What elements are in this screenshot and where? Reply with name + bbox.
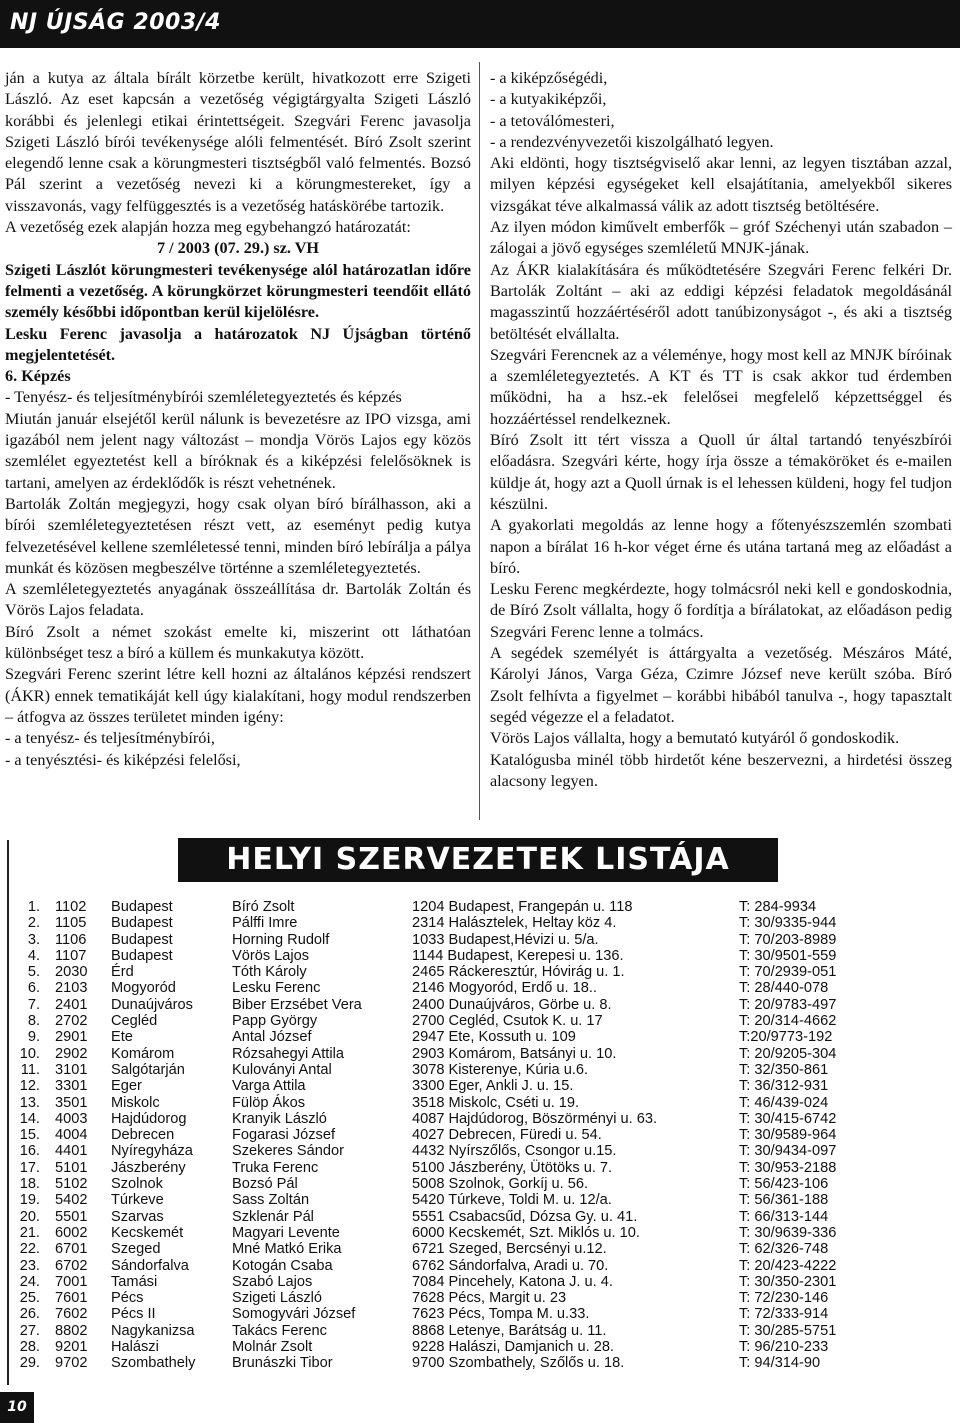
org-zip: 2702 [55,1013,88,1030]
org-city: Érd [111,964,134,981]
org-zip: 5101 [55,1159,88,1176]
org-zip: 2902 [55,1045,88,1062]
organization-list [0,899,960,1372]
org-address: 2947 Ete, Kossuth u. 109 [412,1029,576,1046]
org-phone: T: 30/9589-964 [739,1127,837,1144]
table-row [0,1111,960,1127]
org-zip: 2401 [55,996,88,1013]
paragraph: Miután január elsejétől kerül nálunk is bevezetésre az IPO vizsga, ami igazából nem jelent nagy változást – mondja Vörös Lajos egy közös szemlélet egyeztetést kell a bíróknak és a kiképzési felelősöknek is tartani, amelyen az érdeklődők is részt vehetnének. [5,409,471,492]
org-address: 5420 Túrkeve, Toldi M. u. 12/a. [412,1192,612,1209]
paragraph: A gyakorlati megoldás az lenne hogy a főtenyészszemlén szombati napon a bírálat 16 h-kor véget érne és utána tartaná meg az előadást a bíró. [490,516,952,577]
org-city: Budapest [111,899,173,915]
org-number: 15. [19,1127,40,1144]
org-city: Kecskemét [111,1224,184,1241]
org-zip: 9201 [55,1339,88,1356]
table-row [0,1241,960,1257]
paragraph: Bíró Zsolt a német szokást emelte ki, miszerint ott láthatóan különbséget tesz a bíró a küllem és munkakutya között. [5,622,471,663]
org-address: 3300 Eger, Ankli J. u. 15. [412,1078,574,1095]
org-contact: Szklenár Pál [232,1208,314,1225]
table-row [0,1029,960,1045]
paragraph: A vezetőség ezek alapján hozza meg egybehangzó határozatát: [5,218,411,237]
org-zip: 7602 [55,1306,88,1323]
table-row [0,915,960,931]
org-contact: Lesku Ferenc [232,980,321,997]
org-phone: T: 94/314-90 [739,1355,821,1372]
org-city: Salgótarján [111,1061,185,1078]
org-zip: 6701 [55,1241,88,1258]
org-phone: T: 66/313-144 [739,1208,829,1225]
org-zip: 1106 [55,931,87,948]
list-item: - a tetoválómesteri, [490,111,615,130]
org-contact: Biber Erzsébet Vera [232,996,362,1013]
table-row [0,1143,960,1159]
org-phone: T: 46/439-024 [739,1094,829,1111]
table-row [0,1274,960,1290]
org-city: Szombathely [111,1355,196,1372]
org-city: Nagykanizsa [111,1322,195,1339]
org-phone: T: 56/361-188 [739,1192,829,1209]
org-number: 1. [27,899,40,915]
org-address: 4027 Debrecen, Füredi u. 54. [412,1127,602,1144]
org-address: 2465 Ráckeresztúr, Hóvirág u. 1. [412,964,625,981]
org-zip: 1102 [55,899,87,915]
paragraph: Katalógusba minél több hirdetőt kéne beszervezni, a hirdetési összeg alacsony legyen. [490,750,952,790]
org-contact: Rózsahegyi Attila [232,1045,344,1062]
org-number: 24. [19,1273,40,1290]
table-row [0,1355,960,1371]
org-phone: T: 30/953-2188 [739,1159,837,1176]
table-row [0,1192,960,1208]
paragraph: A segédek személyét is áttárgyalta a vezetőség. Mészáros Máté, Károlyi János, Varga Géza, Czimre József neve került szóba. Bíró Zsolt felhívta a figyelmet – korábbi hibából tanulva -, hogy tapasztalt segéd végezze el a feladatot. [490,644,952,726]
org-zip: 1107 [55,947,87,964]
org-zip: 2103 [55,980,88,997]
org-phone: T: 32/350-861 [739,1061,829,1078]
org-city: Budapest [111,947,173,964]
org-phone: T: 56/423-106 [739,1176,829,1193]
paragraph: Lesku Ferenc megkérdezte, hogy tolmácsról neki kell e gondoskodnia, de Bíró Zsolt vállalta, hogy ő fordítja a bírálatokat, az előadáson pedig Szegvári Ferenc lenne a tolmács. [490,580,952,641]
org-phone: T: 70/203-8989 [739,931,837,948]
org-address: 2700 Cegléd, Csutok K. u. 17 [412,1013,603,1030]
org-contact: Szigeti László [232,1290,323,1307]
table-row [0,1225,960,1241]
org-address: 2903 Komárom, Batsányi u. 10. [412,1045,617,1062]
org-address: 1033 Budapest,Hévizi u. 5/a. [412,931,599,948]
paragraph: A szemléletegyeztetés anyagának összeállítása dr. Bartolák Zoltán és Vörös Lajos feladata. [5,580,471,620]
paragraph-bold: Lesku Ferenc javasolja a határozatok NJ Újságban történő megjelentetését. [5,324,471,364]
org-city: Pécs II [111,1306,156,1323]
org-phone: T: 36/312-931 [739,1078,829,1095]
org-zip: 7601 [55,1290,88,1307]
org-number: 2. [27,915,40,932]
list-item: - a kiképzőségédi, [490,69,608,87]
org-contact: Fülöp Ákos [232,1094,306,1111]
org-phone: T: 30/9335-944 [739,915,837,932]
org-zip: 5102 [55,1176,88,1193]
paragraph: Szegvári Ferencnek az a véleménye, hogy most kell az MNJK bíróinak a szemléletegyeztetés. A KT és TT is csak akkor tud érdemben működni, ha a hsz.-ek felelősei megfelelő képzettséggel és hozzáértéssel rendelkeznek. [490,345,952,428]
org-address: 3518 Miskolc, Cséti u. 19. [412,1094,580,1111]
org-number: 25. [19,1290,40,1307]
org-contact: Bíró Zsolt [232,899,295,915]
table-row [0,1306,960,1322]
org-city: Sándorfalva [111,1257,189,1274]
org-address: 7628 Pécs, Margit u. 23 [412,1290,567,1307]
org-contact: Magyari Levente [232,1224,340,1241]
org-city: Nyíregyháza [111,1143,193,1160]
table-row [0,1046,960,1062]
org-address: 4432 Nyírszőlős, Csongor u.15. [412,1143,617,1160]
org-city: Komárom [111,1045,175,1062]
org-zip: 6702 [55,1257,88,1274]
org-zip: 7001 [55,1273,88,1290]
table-row [0,1013,960,1029]
org-phone: T: 28/440-078 [739,980,829,997]
org-contact: Szekeres Sándor [232,1143,344,1160]
org-address: 2314 Halásztelek, Heltay köz 4. [412,915,617,932]
org-city: Túrkeve [111,1192,164,1209]
org-zip: 4004 [55,1127,88,1144]
org-phone: T: 72/230-146 [739,1290,829,1307]
org-phone: T: 20/9783-497 [739,996,837,1013]
org-address: 1144 Budapest, Kerepesi u. 136. [412,947,624,964]
org-phone: T: 30/9501-559 [739,947,837,964]
org-city: Budapest [111,915,173,932]
org-contact: Vörös Lajos [232,947,310,964]
org-address: 7084 Pincehely, Katona J. u. 4. [412,1273,613,1290]
org-address: 2146 Mogyoród, Erdő u. 18.. [412,980,597,997]
org-number: 16. [19,1143,40,1160]
table-row [0,932,960,948]
org-city: Tamási [111,1273,158,1290]
table-row [0,980,960,996]
section-heading: 6. Képzés [5,367,71,386]
table-row [0,1290,960,1306]
org-zip: 2901 [55,1029,88,1046]
org-city: Dunaújváros [111,996,193,1013]
org-number: 8. [27,1013,40,1030]
org-address: 6000 Kecskemét, Szt. Miklós u. 10. [412,1224,640,1241]
org-contact: Brunászki Tibor [232,1355,333,1372]
org-zip: 5402 [55,1192,88,1209]
org-zip: 4003 [55,1110,88,1127]
org-city: Ete [111,1029,133,1046]
org-address: 8868 Letenye, Barátság u. 11. [412,1322,607,1339]
org-address: 9228 Halászi, Damjanich u. 28. [412,1339,614,1356]
table-row [0,1095,960,1111]
org-address: 2400 Dunaújváros, Görbe u. 8. [412,996,612,1013]
org-number: 14. [19,1110,40,1127]
org-phone: T: 284-9934 [739,899,817,915]
org-number: 10. [19,1045,40,1062]
org-city: Eger [111,1078,142,1095]
org-contact: Truka Ferenc [232,1159,319,1176]
org-address: 5100 Jászberény, Ütötöks u. 7. [412,1159,613,1176]
org-number: 5. [27,964,40,981]
org-number: 20. [19,1208,40,1225]
org-number: 13. [19,1094,40,1111]
org-number: 11. [20,1061,40,1078]
org-city: Szarvas [111,1208,164,1225]
table-row [0,1078,960,1094]
org-number: 28. [19,1339,40,1356]
org-contact: Fogarasi József [232,1127,336,1144]
org-contact: Varga Attila [232,1078,306,1095]
org-contact: Pálffi Imre [232,915,298,932]
table-row [0,1160,960,1176]
org-contact: Kranyik László [232,1110,327,1127]
list-item: - a rendezvényvezetői kiszolgálható legyen. [490,132,774,151]
list-item: - a tenyésztési- és kiképzési felelősi, [5,750,241,769]
org-contact: Sass Zoltán [232,1192,310,1209]
paragraph: Vörös Lajos vállalta, hogy a bemutató kutyáról ő gondoskodik. [490,729,900,748]
org-contact: Kuloványi Antal [232,1061,332,1078]
org-phone: T: 20/423-4222 [739,1257,837,1274]
org-number: 26. [19,1306,40,1323]
org-phone: T: 30/415-6742 [739,1110,837,1127]
paragraph: Aki eldönti, hogy tisztségviselő akar lenni, az legyen tisztában azzal, milyen képzési egységeket kell elsajátítania, amelyekből sikeres vizsgákat téve alkalmassá válik az adott tisztség betöltésére. [490,154,952,215]
org-number: 17. [19,1159,40,1176]
org-zip: 9702 [55,1355,88,1372]
org-phone: T: 20/314-4662 [739,1013,837,1030]
org-contact: Takács Ferenc [232,1322,327,1339]
org-number: 23. [19,1257,40,1274]
journal-title: NJ ÚJSÁG 2003/4 [10,10,221,35]
org-zip: 6002 [55,1224,88,1241]
list-item: - a tenyész- és teljesítménybírói, [5,729,215,748]
org-zip: 1105 [55,915,87,932]
org-number: 6. [27,980,40,997]
org-address: 6762 Sándorfalva, Aradi u. 70. [412,1257,609,1274]
org-address: 5551 Csabacsűd, Dózsa Gy. u. 41. [412,1208,638,1225]
org-address: 9700 Szombathely, Szőlős u. 18. [412,1355,625,1372]
page-number: 10 [7,1399,27,1415]
org-zip: 4401 [55,1143,88,1160]
org-city: Debrecen [111,1127,175,1144]
org-zip: 5501 [55,1208,88,1225]
org-city: Szeged [111,1241,161,1258]
org-zip: 3301 [55,1078,88,1095]
paragraph: Szegvári Ferenc szerint létre kell hozni az általános képzési rendszert (ÁKR) ennek tematikáját kell úgy kialakítani, hogy modul rendszerben – átfogva az összes területet minden igény: [5,665,471,726]
org-contact: Bozsó Pál [232,1176,298,1193]
paragraph: Bartolák Zoltán megjegyzi, hogy csak olyan bíró bírálhasson, aki a bírói szemléletegyeztetésen részt vett, az eseményt pedig kutya felvezetésével kellene szemléletessé tenni, minden bíró lebírálja a pálya munkát és közösen megbeszélve történne a szemléletegyeztetés. [5,494,471,577]
org-contact: Molnár Zsolt [232,1339,313,1356]
paragraph: Az ilyen módon kiművelt emberfők – gróf Széchenyi után szabadon – zálogai a jövő egységes szemléletű MNJK-jának. [490,218,952,258]
org-number: 3. [27,931,40,948]
table-row [0,899,960,915]
org-number: 12. [19,1078,40,1095]
org-phone: T: 20/9205-304 [739,1045,837,1062]
org-contact: Szabó Lajos [232,1273,313,1290]
org-address: 3078 Kisterenye, Kúria u.6. [412,1061,589,1078]
org-city: Szolnok [111,1176,163,1193]
table-row [0,1176,960,1192]
org-city: Mogyoród [111,980,176,997]
table-row [0,1339,960,1355]
org-number: 29. [19,1355,40,1372]
org-contact: Kotogán Csaba [232,1257,333,1274]
org-address: 6721 Szeged, Bercsényi u.12. [412,1241,607,1258]
right-column [490,68,952,792]
table-row [0,964,960,980]
org-contact: Somogyvári József [232,1306,356,1323]
org-zip: 8802 [55,1322,88,1339]
column-divider [479,62,480,820]
org-number: 18. [19,1176,40,1193]
org-zip: 2030 [55,964,88,981]
org-number: 21. [19,1224,40,1241]
table-row [0,1258,960,1274]
org-contact: Tóth Károly [232,964,307,981]
resolution-number: 7 / 2003 (07. 29.) sz. VH [156,239,320,258]
org-number: 9. [27,1029,40,1046]
org-address: 1204 Budapest, Frangepán u. 118 [412,899,633,915]
list-item: - a kutyakiképzői, [490,90,607,109]
org-phone: T: 96/210-233 [739,1339,829,1356]
section-title: HELYI SZERVEZETEK LISTÁJA [226,842,730,877]
org-phone: T: 30/350-2301 [739,1273,837,1290]
org-address: 7623 Pécs, Tompa M. u.33. [412,1306,590,1323]
org-city: Pécs [111,1290,144,1307]
org-contact: Horning Rudolf [232,931,330,948]
table-row [0,1062,960,1078]
org-address: 4087 Hajdúdorog, Böszörményi u. 63. [412,1110,658,1127]
org-city: Hajdúdorog [111,1110,187,1127]
table-row [0,1323,960,1339]
org-number: 22. [19,1241,40,1258]
paragraph: Bíró Zsolt itt tért vissza a Quoll úr által tartandó tenyészbírói előadásra. Szegvári kérte, hogy írja össze a témaköröket és e-mailen küldje át, hogy azt a Quoll úrnak is el lehessen küldeni, hogy fel tudjon készülni. [490,431,952,513]
org-city: Halászi [111,1339,159,1356]
table-row [0,1127,960,1143]
org-phone: T: 30/285-5751 [739,1322,837,1339]
org-address: 5008 Szolnok, Gorkíj u. 56. [412,1176,589,1193]
org-phone: T: 30/9639-336 [739,1224,837,1241]
org-number: 27. [19,1322,40,1339]
org-city: Budapest [111,931,173,948]
org-contact: Papp György [232,1013,318,1030]
org-city: Cegléd [111,1013,158,1030]
org-zip: 3501 [55,1094,88,1111]
table-row [0,948,960,964]
left-column [5,68,471,771]
org-phone: T:20/9773-192 [739,1029,833,1046]
resolution-text: Szigeti Lászlót körungmesteri tevékenysége alól határozatlan időre felmenti a vezetőség. A körungkörzet körungmesteri teendőit ellátó személy későbbi időpontban kerül kijelölésre. [5,260,471,322]
org-phone: T: 62/326-748 [739,1241,829,1258]
paragraph: ján a kutya az általa bírált körzetbe került, hivatkozott erre Szigeti László. Az eset kapcsán a vezetőség végigtárgyalta Szigeti László korábbi és jelenlegi etikai érintettségeit. Szegvári Ferenc javasolja Szigeti László bírói tevékenysége alóli felmentését. Bíró Zsolt szerint elegendő lenne csak a körungmesteri tisztségből való felmentés. Bozsó Pál szerint a vezetőség nevezi ki a körungmestereket, így a visszavonás, vagy felfüggesztés is a vezetőség hatáskörébe tartozik. [5,69,471,215]
org-phone: T: 72/333-914 [739,1306,829,1323]
org-phone: T: 30/9434-097 [739,1143,837,1160]
org-zip: 3101 [55,1061,88,1078]
org-number: 7. [27,996,40,1013]
org-contact: Antal József [232,1029,312,1046]
org-city: Miskolc [111,1094,160,1111]
org-number: 19. [19,1192,40,1209]
paragraph: Az ÁKR kialakítására és működtetésére Szegvári Ferenc felkéri Dr. Bartolák Zoltánt – aki az eddigi képzési feladatok megoldásánál magasszintű hozzáértéséről adott tanúbizonyságot -, és aki a tisztség betöltését elvállalta. [490,260,952,343]
org-contact: Mné Matkó Erika [232,1241,342,1258]
org-number: 4. [27,947,40,964]
table-row [0,1209,960,1225]
table-row [0,997,960,1013]
org-city: Jászberény [111,1159,186,1176]
org-phone: T: 70/2939-051 [739,964,837,981]
paragraph: - Tenyész- és teljesítménybírói szemléletegyeztetés és képzés [5,388,402,407]
